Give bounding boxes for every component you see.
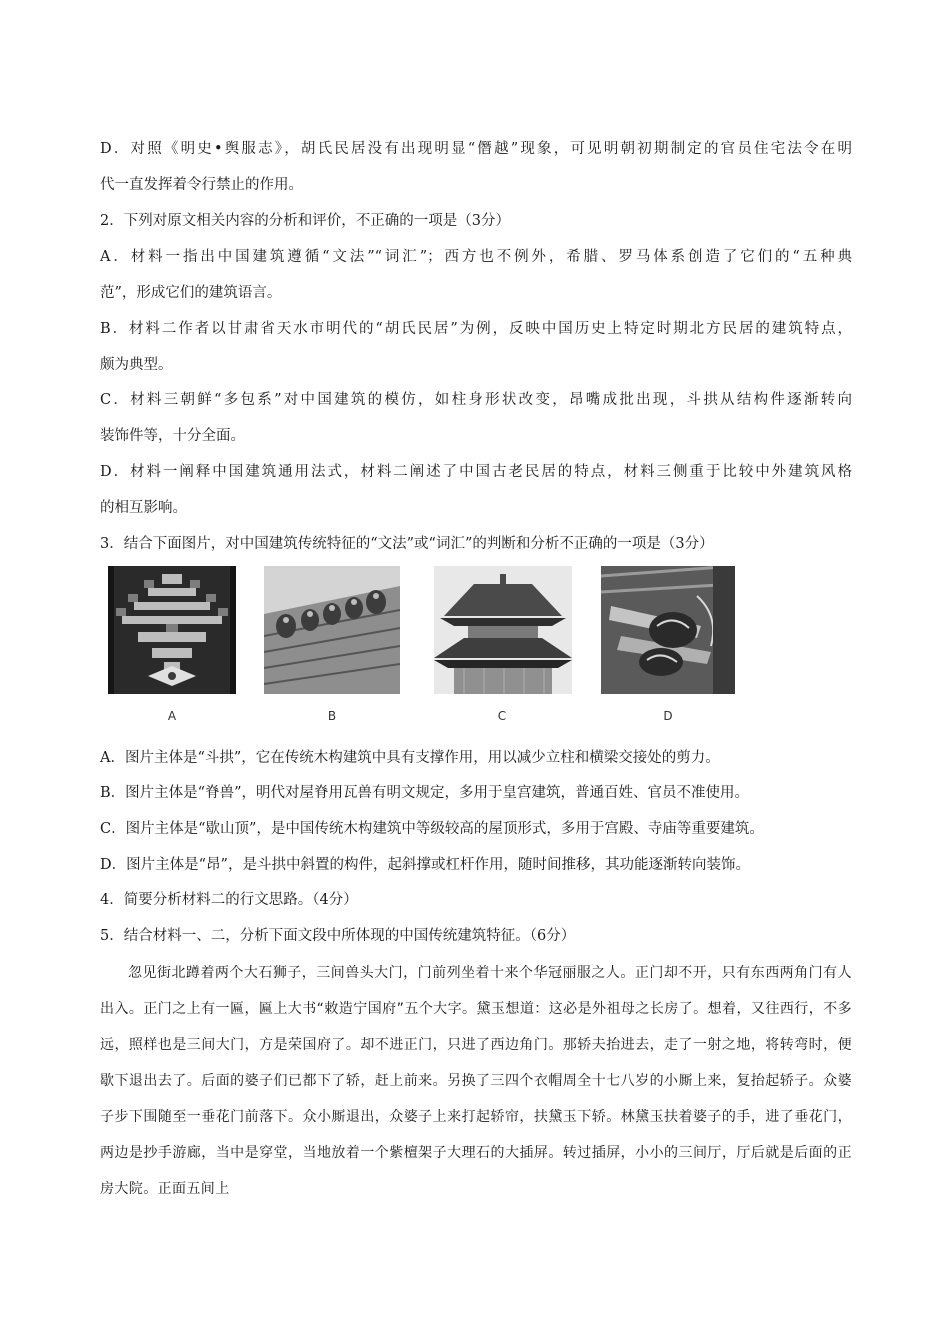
figure-a-label: A [167,709,177,723]
q3-option-b: B．图片主体是“脊兽”，明代对屋脊用瓦兽有明文规定，多用于皇宫建筑，普通百姓、官员不准使用。 [100,785,749,801]
ridge-beast-photo-icon [264,566,400,694]
figure-c [434,566,572,694]
q1-option-d-line1: D．对照《明史•舆服志》，胡氏民居没有出现明显“僭越”现象，可见明朝初期制定的官员住宅法令在明 [100,141,852,157]
q2-option-b-line2: 颇为典型。 [100,357,173,373]
figure-b [264,566,400,694]
architecture-figures [105,566,745,728]
figure-d-label: D [663,709,673,723]
dougong-photo-icon [108,566,236,694]
figure-a [108,566,236,694]
question-5: 5．结合材料一、二，分析下面文段中所体现的中国传统建筑特征。（6分） [100,928,576,944]
q2-option-d-line1: D．材料一阐释中国建筑通用法式，材料二阐述了中国古老民居的特点，材料三侧重于比较中外建筑风格 [100,464,852,480]
xieshan-roof-photo-icon [434,566,572,694]
reading-passage: 忽见街北蹲着两个大石狮子，三间兽头大门，门前列坐着十来个华冠丽服之人。正门却不开，只有东西两角门有人出入。正门之上有一匾，匾上大书“敕造宁国府”五个大字。黛玉想道：这必是外祖母之长房了。想着，又往西行，不多远，照样也是三间大门，方是荣国府了。却不进正门，只进了西边角门。那轿夫抬进去，走了一射之地，将转弯时，便歇下退出去了。后面的婆子们已都下了轿，赶上前来。另换了三四个衣帽周全十七八岁的小厮上来，复抬起轿子。众婆子步下围随至一垂花门前落下。众小厮退出，众婆子上来打起轿帘，扶黛玉下轿。林黛玉扶着婆子的手，进了垂花门，两边是抄手游廊，当中是穿堂，当地放着一个紫檀架子大理石的大插屏。转过插屏，小小的三间厅，厅后就是后面的正房大院。正面五间上 [100,965,852,1197]
question-2: 2．下列对原文相关内容的分析和评价，不正确的一项是（3分） [100,213,510,229]
q2-option-c-line1: C．材料三朝鲜“多包系”对中国建筑的模仿，如柱身形状改变，昂嘴成批出现，斗拱从结构件逐渐转向 [100,392,852,408]
q2-option-a-line1: A．材料一指出中国建筑遵循“文法”“词汇”；西方也不例外，希腊、罗马体系创造了它们的“五种典 [100,249,852,265]
q2-option-c-line2: 装饰件等，十分全面。 [100,428,245,444]
q1-option-d-line2: 代一直发挥着令行禁止的作用。 [100,177,303,193]
question-4: 4．简要分析材料二的行文思路。（4分） [100,892,358,908]
question-3: 3．结合下面图片，对中国建筑传统特征的“文法”或“词汇”的判断和分析不正确的一项是（3分） [100,536,714,552]
q2-option-a-line2: 范”，形成它们的建筑语言。 [100,285,282,301]
q3-option-c: C．图片主体是“歇山顶”，是中国传统木构建筑中等级较高的屋顶形式，多用于宫殿、寺庙等重要建筑。 [100,821,764,837]
figure-d [601,566,735,694]
q3-option-a: A．图片主体是“斗拱”，它在传统木构建筑中具有支撑作用，用以减少立柱和横梁交接处的剪力。 [100,750,720,766]
q2-option-d-line2: 的相互影响。 [100,500,187,516]
figure-c-label: C [497,709,507,723]
ang-bracket-photo-icon [601,566,735,694]
figure-b-label: B [327,709,337,723]
q2-option-b-line1: B．材料二作者以甘肃省天水市明代的“胡氏民居”为例，反映中国历史上特定时期北方民居的建筑特点， [100,321,852,337]
q3-option-d: D．图片主体是“昂”，是斗拱中斜置的构件，起斜撑或杠杆作用，随时间推移，其功能逐渐转向装饰。 [100,857,750,873]
